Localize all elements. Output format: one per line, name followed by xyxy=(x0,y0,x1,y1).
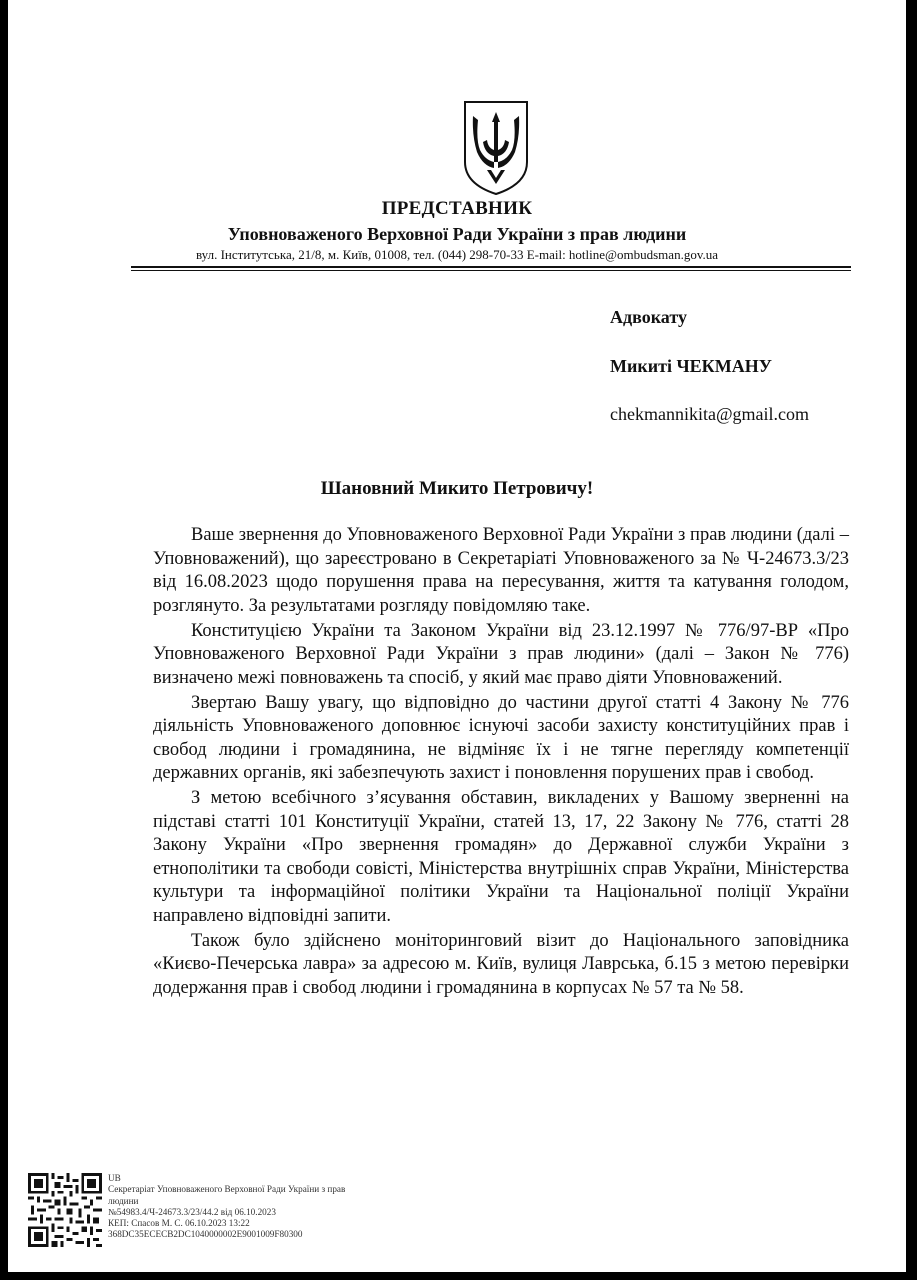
header-divider-thin xyxy=(131,270,851,271)
body-paragraph: Також було здійснено моніторинговий візит до Національного заповідника «Києво-Печерська лавра» за адресою м. Київ, вулиця Лаврська, б.15 з метою перевірки додержання прав і свобод людини і громадянина в корпусах № 57 та № 58. xyxy=(153,930,849,998)
recipient-name: Микиті ЧЕКМАНУ xyxy=(610,356,772,376)
body-paragraph: Ваше звернення до Уповноваженого Верховної Ради України з прав людини (далі – Уповноважений), що зареєстровано в Секретаріаті Уповноваженого за № Ч-24673.3/23 від 16.08.2023 щодо порушення права на пересування, життя та катування голодом, розглянуто. За результатами розгляду повідомляю таке. xyxy=(153,525,849,616)
letter-page xyxy=(8,0,906,1272)
body-paragraph: З метою всебічного з’ясування обставин, викладених у Вашому зверненні на підставі статті 101 Конституції України, статей 13, 17, 22 Закону № 776, статті 28 Закону України «Про звернення громадян» до Державної служби України з етнополітики та свободи совісті, Міністерства внутрішніх справ України, Міністерства культури та інформаційної політики України та Національної поліції України направлено відповідні запити. xyxy=(153,788,849,926)
signature-line: людини xyxy=(108,1195,139,1206)
sender-subtitle: Уповноваженого Верховної Ради України з прав людини xyxy=(227,224,687,244)
signature-line: UB xyxy=(108,1173,121,1183)
signature-line: №54983.4/Ч-24673.3/23/44.2 від 06.10.2023 xyxy=(108,1206,276,1217)
letter-body xyxy=(153,524,849,1002)
body-paragraph: Звертаю Вашу увагу, що відповідно до частини другої статті 4 Закону № 776 діяльність Уповноваженого доповнює існуючі засоби захисту конституційних прав і свобод людини і громадянина, не відміняє їх і не тягне перегляду компетенції державних органів, які забезпечують захист і поновлення порушених прав і свобод. xyxy=(153,692,849,783)
sender-title: ПРЕДСТАВНИК xyxy=(381,198,533,219)
trident-icon xyxy=(461,100,531,196)
signature-line: Секретаріат Уповноваженого Верховної Ради України з прав xyxy=(108,1184,346,1195)
recipient-role: Адвокату xyxy=(610,307,687,327)
e-signature-stamp xyxy=(108,1173,345,1241)
qr-code-icon xyxy=(28,1173,102,1247)
signature-line: 368DC35ECECB2DC1040000002E9001009F80300 xyxy=(108,1229,303,1240)
greeting: Шановний Микито Петровичу! xyxy=(320,478,594,499)
recipient-email: chekmannikita@gmail.com xyxy=(610,404,810,424)
sender-address: вул. Інститутська, 21/8, м. Київ, 01008, тел. (044) 298-70-33 E-mail: hotline@ombudsman.gov.ua xyxy=(195,247,718,262)
header-divider xyxy=(131,266,851,268)
body-paragraph: Конституцією України та Законом України від 23.12.1997 № 776/97-ВР «Про Уповноваженого Верховної Ради України з прав людини» (далі – Закон № 776) визначено межі повноважень та спосіб, у який має право діяти Уповноважений. xyxy=(153,620,849,688)
signature-line: КЕП: Спасов М. С. 06.10.2023 13:22 xyxy=(108,1218,250,1229)
